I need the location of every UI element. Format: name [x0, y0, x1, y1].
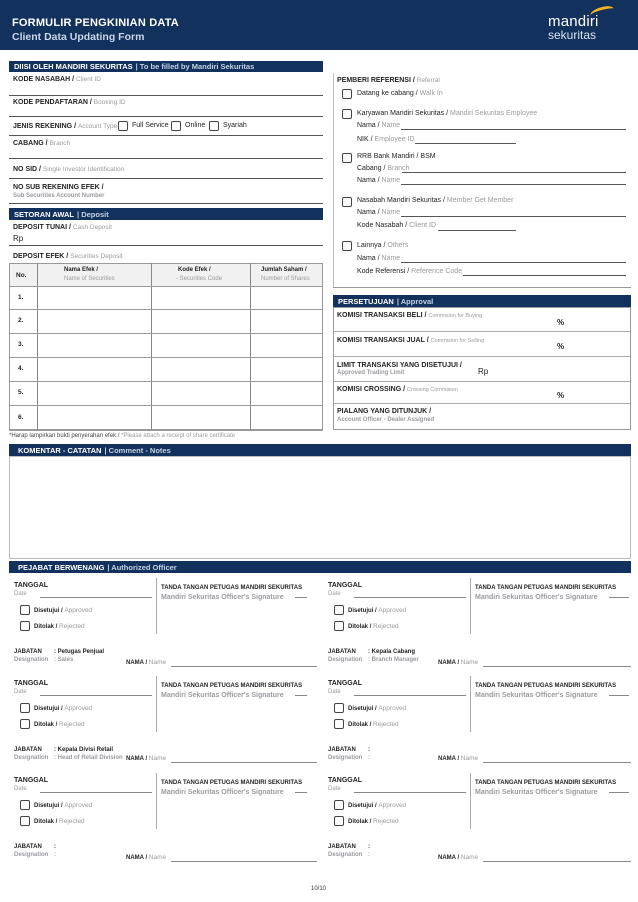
rrb-cabang-label: Cabang / Branch: [357, 165, 410, 172]
ttd-label: TANDA TANGAN PETUGAS MANDIRI SEKURITAS: [475, 585, 617, 591]
section-bar-persetujuan: [333, 295, 631, 307]
kode-ref-label: Kode Referensi / Reference Code: [357, 268, 463, 275]
table-row[interactable]: [9, 430, 323, 431]
form-title: FORMULIR PENGKINIAN DATA: [12, 17, 179, 29]
approved-label: Disetujui / Approved: [348, 705, 407, 712]
section-bar-setoran: [9, 208, 323, 220]
nama-label: NAMA / Name: [126, 854, 167, 861]
nama-line[interactable]: [483, 666, 631, 667]
jenis-rekening-line: [9, 135, 323, 136]
date-label: Date: [14, 689, 27, 695]
nama-label: NAMA / Name: [126, 659, 167, 666]
date-line[interactable]: [40, 695, 152, 696]
designation-value: : Sales: [54, 657, 74, 663]
jabatan-value: :: [368, 747, 370, 753]
ttd-label-en: Mandiri Sekuritas Officer's Signature: [161, 594, 284, 601]
no-sub-label: NO SUB REKENING EFEK /: [13, 184, 104, 191]
section-bar-pejabat: [9, 561, 631, 573]
ttd-line[interactable]: [609, 792, 629, 793]
designation-label: Designation: [328, 852, 363, 858]
karyawan-nama-line[interactable]: [401, 129, 626, 130]
page-header: [0, 0, 638, 50]
designation-value: :: [54, 852, 56, 858]
nama-line[interactable]: [171, 762, 317, 763]
approved-checkbox[interactable]: [20, 703, 30, 713]
rejected-checkbox[interactable]: [20, 621, 30, 631]
jabatan-label: JABATAN: [328, 649, 356, 655]
deposit-tunai-rp: Rp: [13, 234, 24, 243]
approved-label: Disetujui / Approved: [34, 802, 93, 809]
designation-label: Designation: [14, 657, 49, 663]
rejected-label: Ditolak / Rejected: [34, 721, 85, 728]
nasabah-nama-label: Nama / Name: [357, 209, 401, 216]
ttd-label-en: Mandiri Sekuritas Officer's Signature: [475, 594, 598, 601]
designation-label: Designation: [328, 755, 363, 761]
table-row-number: 3.: [18, 341, 24, 348]
approved-checkbox[interactable]: [20, 605, 30, 615]
right-divider: [333, 73, 334, 287]
section-bar-komentar: [9, 444, 631, 456]
rejected-checkbox[interactable]: [334, 719, 344, 729]
rejected-label: Ditolak / Rejected: [348, 721, 399, 728]
block-divider: [156, 676, 157, 732]
date-line[interactable]: [40, 792, 152, 793]
ttd-line[interactable]: [295, 597, 307, 598]
nik-line[interactable]: [415, 143, 516, 144]
crossing-pct: %: [557, 391, 565, 400]
approved-checkbox[interactable]: [20, 800, 30, 810]
approval-row-line: [333, 381, 631, 382]
persetujuan-bar-sub: | Approval: [396, 296, 434, 306]
limit-label-en: Approved Trading Limit: [337, 370, 405, 376]
ttd-label-en: Mandiri Sekuritas Officer's Signature: [161, 692, 284, 699]
ttd-line[interactable]: [609, 695, 629, 696]
rrb-cabang-line[interactable]: [402, 172, 626, 173]
nama-line[interactable]: [171, 666, 317, 667]
cabang-line[interactable]: [9, 158, 323, 159]
walk-in-checkbox[interactable]: [342, 89, 352, 99]
rrb-nama-label: Nama / Name: [357, 177, 401, 184]
block-divider: [156, 773, 157, 829]
ttd-label: TANDA TANGAN PETUGAS MANDIRI SEKURITAS: [475, 780, 617, 786]
block-divider: [156, 578, 157, 634]
pejabat-bar-title: PEJABAT BERWENANG: [18, 562, 105, 572]
jabatan-label: JABATAN: [328, 844, 356, 850]
col-nama-en: Name of Securities: [64, 276, 115, 282]
rrb-label: RRB Bank Mandiri / BSM: [357, 153, 436, 160]
section-bar-sub: | To be filled by Mandiri Sekuritas: [135, 62, 255, 71]
section-bar-title: DIISI OLEH MANDIRI SEKURITAS: [14, 62, 133, 71]
jabatan-value: :: [54, 844, 56, 850]
komisi-jual-pct: %: [557, 342, 565, 351]
date-label: Date: [328, 689, 341, 695]
jabatan-label: JABATAN: [14, 747, 42, 753]
no-sid-label: NO SID / Single Investor Identification: [13, 166, 125, 173]
designation-value: : Head of Retail Division: [54, 755, 123, 761]
block-divider: [470, 578, 471, 634]
col-jumlah: Jumlah Saham /: [261, 267, 307, 273]
cabang-label: CABANG / Branch: [13, 140, 71, 147]
rejected-checkbox[interactable]: [334, 816, 344, 826]
rejected-label: Ditolak / Rejected: [34, 818, 85, 825]
approved-label: Disetujui / Approved: [34, 607, 93, 614]
col-kode-en: - Securities Code: [176, 276, 223, 282]
signature-block: [324, 771, 631, 869]
approval-row-line: [333, 403, 631, 404]
rejected-label: Ditolak / Rejected: [348, 818, 399, 825]
signature-block: [324, 576, 631, 674]
table-row-number: 2.: [18, 317, 24, 324]
ttd-label: TANDA TANGAN PETUGAS MANDIRI SEKURITAS: [161, 585, 303, 591]
date-label: Date: [328, 786, 341, 792]
referensi-bottom-line: [333, 287, 631, 288]
tanggal-label: TANGGAL: [14, 680, 49, 687]
footnote: *Harap lampirkan bukti penyerahan efek / *Please attach a receipt of share certificate: [9, 433, 236, 439]
ttd-label-en: Mandiri Sekuritas Officer's Signature: [161, 789, 284, 796]
table-row-number: 1.: [18, 294, 24, 301]
rejected-label: Ditolak / Rejected: [348, 623, 399, 630]
date-line[interactable]: [354, 695, 466, 696]
table-row-number: 6.: [18, 414, 24, 421]
nama-line[interactable]: [483, 861, 631, 862]
table-row[interactable]: [9, 357, 323, 358]
section-bar-internal: [9, 61, 323, 72]
jabatan-value: : Kepala Divisi Retail: [54, 747, 114, 753]
col-nama: Nama Efek /: [64, 267, 99, 273]
table-row[interactable]: [9, 309, 323, 310]
nasabah-checkbox[interactable]: [342, 197, 352, 207]
full-service-checkbox[interactable]: [118, 121, 128, 131]
limit-label: LIMIT TRANSAKSI YANG DISETUJUI /: [337, 362, 462, 369]
rejected-checkbox[interactable]: [334, 621, 344, 631]
deposit-tunai-line[interactable]: [9, 245, 323, 246]
komisi-jual-label: KOMISI TRANSAKSI JUAL / Commision for Selling: [337, 337, 485, 344]
deposit-efek-label: DEPOSIT EFEK / Securities Deposit: [13, 253, 123, 260]
date-line[interactable]: [354, 597, 466, 598]
online-label: Online: [185, 122, 206, 129]
kode-pendaftaran-label: KODE PENDAFTARAN / Booking ID: [13, 99, 126, 106]
table-row[interactable]: [9, 405, 323, 406]
nama-line[interactable]: [483, 762, 631, 763]
approval-row-line: [333, 356, 631, 357]
jabatan-label: JABATAN: [328, 747, 356, 753]
kode-nasabah-label: KODE NASABAH / Client ID: [13, 76, 101, 83]
ttd-line[interactable]: [609, 597, 629, 598]
lainnya-nama-line[interactable]: [401, 262, 626, 263]
nasabah-label: Nasabah Mandiri Sekuritas / Member Get Member: [357, 197, 514, 204]
no-sid-line[interactable]: [9, 178, 323, 179]
ttd-line[interactable]: [295, 695, 307, 696]
tanggal-label: TANGGAL: [328, 777, 363, 784]
nasabah-kode-label: Kode Nasabah / Client ID: [357, 222, 436, 229]
approved-label: Disetujui / Approved: [34, 705, 93, 712]
pemberi-label: PEMBERI REFERENSI / Referral: [337, 77, 440, 84]
kode-pendaftaran-line[interactable]: [9, 116, 323, 117]
designation-label: Designation: [328, 657, 363, 663]
nik-label: NIK / Employee ID: [357, 136, 415, 143]
tanggal-label: TANGGAL: [328, 582, 363, 589]
mandiri-sekuritas-logo: [548, 13, 610, 42]
approval-row-line: [333, 331, 631, 332]
komisi-beli-pct: %: [557, 318, 565, 327]
persetujuan-bar-title: PERSETUJUAN: [338, 296, 394, 306]
tanggal-label: TANGGAL: [14, 582, 49, 589]
jenis-rekening-label: JENIS REKENING / Account Type: [13, 123, 118, 130]
ttd-label-en: Mandiri Sekuritas Officer's Signature: [475, 692, 598, 699]
walk-in-label: Datang ke cabang / Walk In: [357, 90, 443, 97]
nama-label: NAMA / Name: [126, 755, 167, 762]
block-divider: [470, 676, 471, 732]
setoran-bar-sub: | Deposit: [77, 209, 109, 219]
date-line[interactable]: [354, 792, 466, 793]
setoran-bar-title: SETORAN AWAL: [14, 209, 75, 219]
syariah-label: Syariah: [223, 122, 247, 129]
tanggal-label: TANGGAL: [14, 777, 49, 784]
rejected-checkbox[interactable]: [20, 816, 30, 826]
karyawan-label: Karyawan Mandiri Sekuritas / Mandiri Sekuritas Employee: [357, 110, 538, 117]
no-sub-line[interactable]: [9, 203, 323, 204]
karyawan-nama-label: Nama / Name: [357, 122, 401, 129]
jabatan-label: JABATAN: [14, 649, 42, 655]
ttd-line[interactable]: [295, 792, 307, 793]
logo-line2: sekuritas: [548, 28, 597, 42]
designation-value: : Branch Manager: [368, 657, 419, 663]
approved-label: Disetujui / Approved: [348, 607, 407, 614]
jabatan-value: :: [368, 844, 370, 850]
ttd-label-en: Mandiri Sekuritas Officer's Signature: [475, 789, 598, 796]
signature-block: [10, 576, 317, 674]
approved-checkbox[interactable]: [334, 800, 344, 810]
komentar-textarea[interactable]: [9, 456, 631, 559]
full-service-label: Full Service: [132, 122, 169, 129]
signature-block: [10, 771, 317, 869]
pejabat-bar-sub: | Authorized Officer: [107, 562, 177, 572]
rejected-checkbox[interactable]: [20, 719, 30, 729]
nama-label: NAMA / Name: [438, 659, 479, 666]
syariah-checkbox[interactable]: [209, 121, 219, 131]
date-label: Date: [14, 591, 27, 597]
jabatan-value: : Kepala Cabang: [368, 649, 416, 655]
date-line[interactable]: [40, 597, 152, 598]
block-divider: [470, 773, 471, 829]
limit-rp: Rp: [478, 367, 489, 376]
approved-checkbox[interactable]: [334, 703, 344, 713]
page-number: 10/10: [311, 886, 327, 892]
nasabah-kode-line[interactable]: [438, 230, 516, 231]
approved-label: Disetujui / Approved: [348, 802, 407, 809]
online-checkbox[interactable]: [171, 121, 181, 131]
date-label: Date: [328, 591, 341, 597]
table-row[interactable]: [9, 333, 323, 334]
lainnya-label: Lainnya / Others: [357, 242, 409, 249]
designation-value: :: [368, 852, 370, 858]
deposit-tunai-label: DEPOSIT TUNAI / Cash Deposit: [13, 224, 112, 231]
nama-label: NAMA / Name: [438, 755, 479, 762]
ttd-label: TANDA TANGAN PETUGAS MANDIRI SEKURITAS: [161, 780, 303, 786]
lainnya-checkbox[interactable]: [342, 241, 352, 251]
table-row-number: 5.: [18, 389, 24, 396]
table-header-line: [9, 286, 323, 287]
karyawan-checkbox[interactable]: [342, 109, 352, 119]
crossing-label: KOMISI CROSSING / Crossing Commision: [337, 386, 458, 393]
approved-checkbox[interactable]: [334, 605, 344, 615]
jabatan-value: : Petugas Penjual: [54, 649, 105, 655]
table-row-number: 4.: [18, 365, 24, 372]
komentar-bar-title: KOMENTAR - CATATAN: [18, 445, 102, 455]
rrb-nama-line[interactable]: [401, 184, 626, 185]
komentar-bar-sub: | Comment - Notes: [104, 445, 171, 455]
rejected-label: Ditolak / Rejected: [34, 623, 85, 630]
lainnya-nama-label: Nama / Name: [357, 255, 401, 262]
nama-label: NAMA / Name: [438, 854, 479, 861]
signature-block: [10, 674, 317, 772]
designation-label: Designation: [14, 852, 49, 858]
rrb-checkbox[interactable]: [342, 153, 352, 163]
col-kode: Kode Efek /: [178, 267, 211, 273]
ttd-label: TANDA TANGAN PETUGAS MANDIRI SEKURITAS: [475, 683, 617, 689]
col-jumlah-en: Number of Shares: [261, 276, 310, 282]
pialang-label-en: Account Officer - Dealer Assigned: [337, 417, 435, 423]
kode-nasabah-line[interactable]: [9, 95, 323, 96]
col-no: No.: [16, 272, 27, 279]
no-sub-label-en: Sub Securities Account Number: [13, 193, 105, 199]
nama-line[interactable]: [171, 861, 317, 862]
kode-ref-line[interactable]: [463, 275, 626, 276]
komisi-beli-label: KOMISI TRANSAKSI BELI / Commision for Buying: [337, 312, 483, 319]
jabatan-label: JABATAN: [14, 844, 42, 850]
signature-block: [324, 674, 631, 772]
date-label: Date: [14, 786, 27, 792]
form-subtitle: Client Data Updating Form: [12, 31, 145, 43]
logo-line1: mandiri: [548, 13, 599, 30]
designation-label: Designation: [14, 755, 49, 761]
table-row[interactable]: [9, 381, 323, 382]
ttd-label: TANDA TANGAN PETUGAS MANDIRI SEKURITAS: [161, 683, 303, 689]
tanggal-label: TANGGAL: [328, 680, 363, 687]
nasabah-nama-line[interactable]: [401, 216, 626, 217]
designation-value: :: [368, 755, 370, 761]
pialang-label: PIALANG YANG DITUNJUK /: [337, 408, 432, 415]
